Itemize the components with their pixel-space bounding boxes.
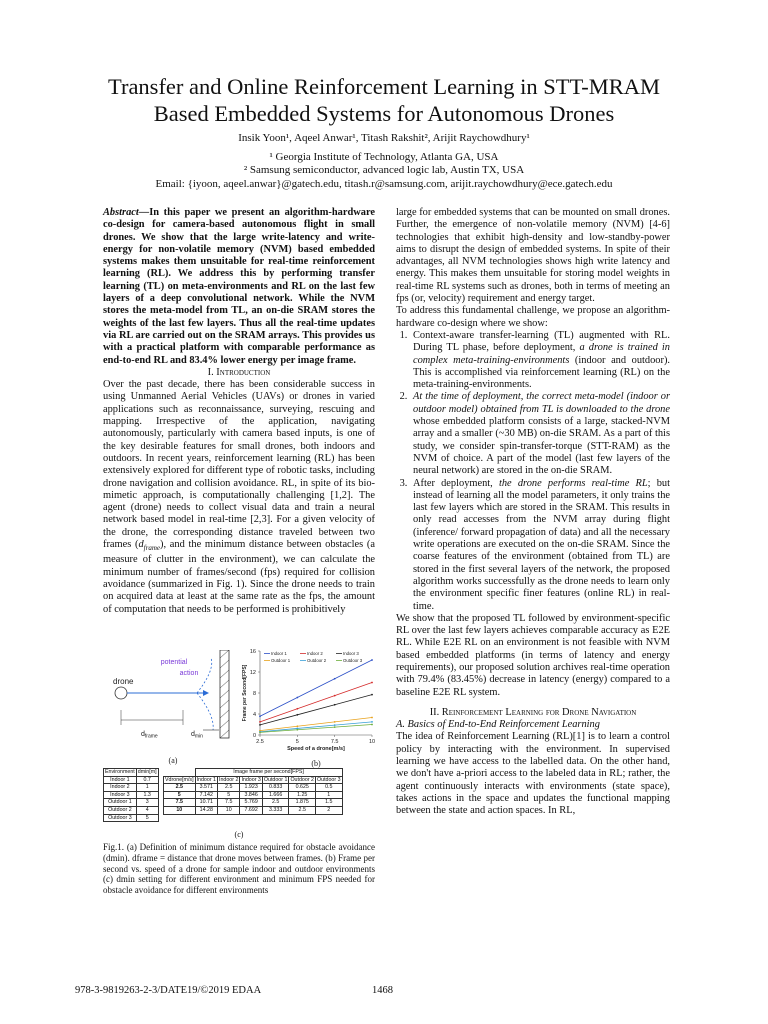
table-cell: 2 xyxy=(316,806,343,814)
legend-label: Outdoor 1 xyxy=(271,658,291,663)
series-point xyxy=(296,725,298,727)
right-paragraph-3: We show that the proposed TL followed by environment-specific RL over the last few layers achieves comparable accuracy as E2E RL. While E2E RL on an environment is not feasible with NVM based embedded platforms (in terms of latency and energy requirements), our proposed solution archives real-time operation with 79.4% (83.45%) decrease in latency (energy) compared to a baseline E2E RL system. xyxy=(396,612,670,698)
table-cell: 5.769 xyxy=(240,799,262,807)
paper-title-line-2: Based Embedded Systems for Autonomous Drones xyxy=(153,101,615,126)
fps-table-container xyxy=(163,768,343,815)
table-header-row xyxy=(104,769,159,777)
table-row xyxy=(104,791,159,799)
abstract-text: In this paper we present an algorithm-hardware co-design for camera-based autonomous flight in small drones. We show that the large write-latency and write-energy for non-volatile memory (NVM) based embedded systems makes them unsuitable for real-time reinforcement learning (RL). We address this by performing transfer learning (TL) on meta-environments and RL on the last few layers of a deep convolutional network. While the NVM stores the meta-model from TL, an on-die SRAM stores the weights of the last few layers. Thus all the real-time updates via RL are carried out on the SRAM arrays. This provides us with a practical platform with comparable performance as end-to-end RL and 83.4% lower energy per image frame. xyxy=(103,207,375,366)
series-point xyxy=(296,714,298,716)
section-2-heading: II. Reinforcement Learning for Drone Navigation xyxy=(429,706,637,718)
table-row xyxy=(164,784,343,792)
series-line-indoor-3 xyxy=(260,695,372,725)
paper-title-line-1: Transfer and Online Reinforcement Learning in STT-MRAM xyxy=(108,74,660,99)
table-header-cell: Indoor 3 xyxy=(241,776,261,783)
dframe-label: $d_{frame}$ xyxy=(141,731,158,740)
table-cell: 10 xyxy=(218,806,240,814)
table-header-cell: Vdrone[m/s] xyxy=(165,776,194,783)
table-cell: 2.5 xyxy=(262,799,289,807)
table-cell: 3.846 xyxy=(240,791,262,799)
table-cell: 1.25 xyxy=(289,791,316,799)
table-cell: 5 xyxy=(136,814,158,822)
figure-1a-diagram xyxy=(103,650,243,765)
dmin-label: $d_{min}$ xyxy=(191,731,203,740)
series-point xyxy=(259,715,261,717)
series-point xyxy=(296,708,298,710)
y-axis-label: Frame per Second[FPS] xyxy=(242,664,248,722)
table-header-cell: Indoor 1 xyxy=(196,776,216,783)
table-cell: 2.5 xyxy=(164,784,196,792)
intro-text-b: ), and the minimum distance between obstacles (a measure of clutter in the environment), we can calculate the minimum number of frames/second (fps) required for collision avoidance (summarized in Fig. 1). Since the drone needs to train on acquired data at least at the same rate as the fps, the amount of computation that needs to be performed is prohibitively xyxy=(103,539,376,615)
legend-label: Outdoor 3 xyxy=(343,658,363,663)
table-cell: 0.5 xyxy=(316,784,343,792)
series-point xyxy=(371,717,373,719)
right-paragraph-2: To address this fundamental challenge, we propose an algorithm-hardware co-design where we show: xyxy=(396,305,670,329)
arrowhead-icon xyxy=(203,690,209,696)
x-tick-label: 5 xyxy=(295,739,299,745)
series-point xyxy=(334,721,336,723)
potential-label-1: potential xyxy=(160,659,188,666)
table-row xyxy=(164,799,343,807)
table-cell: 1.666 xyxy=(262,791,289,799)
table-row xyxy=(104,784,159,792)
section-1-heading: I. Introduction xyxy=(207,366,271,378)
author-list: Insik Yoon¹, Aqeel Anwar¹, Titash Rakshit², Arijit Raychowdhury¹ xyxy=(238,132,530,144)
table-cell: 5 xyxy=(164,791,196,799)
table-super-header: Image frame per second[FPS] xyxy=(195,769,342,777)
figure-1c-label: (c) xyxy=(234,830,244,839)
table-cell: 7.142 xyxy=(195,791,217,799)
legend-label: Indoor 2 xyxy=(307,651,323,656)
contribution-item-1: 1. Context-aware transfer-learning (TL) augmented with RL. During TL phase, before deployment, a drone is trained in complex meta-training-environments (indoor and outdoor). This is accomplished via reinforcement learning (RL) on the meta-training-environments. xyxy=(410,330,670,391)
table-cell: 7.5 xyxy=(218,799,240,807)
table-cell: 5 xyxy=(218,791,240,799)
table-cell: 7.5 xyxy=(164,799,196,807)
y-tick-label: 16 xyxy=(249,649,256,655)
abstract-label: Abstract— xyxy=(103,207,150,218)
subsection-a-heading: A. Basics of End-to-End Reinforcement Learning xyxy=(396,719,600,731)
table-cell: Outdoor 2 xyxy=(104,806,137,814)
series-point xyxy=(296,697,298,699)
series-point xyxy=(371,694,373,696)
table-cell: 1.923 xyxy=(240,784,262,792)
series-point xyxy=(371,682,373,684)
affiliation-1: ¹ Georgia Institute of Technology, Atlanta GA, USA xyxy=(269,151,499,163)
abstract xyxy=(103,207,375,367)
table-cell: 0.625 xyxy=(289,784,316,792)
left-column xyxy=(103,207,375,616)
table-cell: 0.833 xyxy=(262,784,289,792)
table-header-cell: Indoor 2 xyxy=(219,776,239,783)
table-cell: 1.875 xyxy=(289,799,316,807)
table-cell: Outdoor 1 xyxy=(104,799,137,807)
legend-label: Indoor 3 xyxy=(343,651,359,656)
y-tick-label: 0 xyxy=(252,733,256,739)
table-row xyxy=(104,814,159,822)
dframe-symbol: $d_{frame}$ xyxy=(138,539,160,553)
contribution-list xyxy=(396,330,670,613)
series-point xyxy=(334,695,336,697)
potential-label-2: action xyxy=(179,670,199,677)
right-paragraph-4: The idea of Reinforcement Learning (RL)[1] is to learn a control policy by interacting with the environment. In supervised learning we have access to the labelled data. On the other hand, we don't have a-priori access to the labeled data in RL; rather, the agent continuously interacts with environments (state space), takes actions in the space and updates the functional mapping between the state and action spaces. In RL, xyxy=(396,731,670,817)
series-point xyxy=(334,678,336,680)
y-tick-label: 4 xyxy=(252,712,256,718)
table-cell: Outdoor 3 xyxy=(104,814,137,822)
table-super-header-row xyxy=(164,769,343,777)
table-cell: 7.692 xyxy=(240,806,262,814)
table-cell: 1.3 xyxy=(136,791,158,799)
table-cell: Indoor 3 xyxy=(104,791,137,799)
right-paragraph-1: large for embedded systems that can be mounted on small drones. Further, the emergence of non-volatile memory (NVM) [4-6] technologies that exhibit high-density and low-standby-power aims to disrupt the design of embedded systems. In spite of their advantages, all NVM technologies shows high write latency and energy. This makes them unsuitable for storing model weights in real-time RL systems such as drones, both in terms of meeting an fps (or, velocity) requirement and energy target. xyxy=(396,207,670,305)
table-row xyxy=(104,806,159,814)
contribution-item-2: 2. At the time of deployment, the correct meta-model (indoor or outdoor model) obtained from TL is downloaded to the drone whose embedded platform consists of a large, stacked-NVM array and a smaller (~30 MB) on-die SRAM. As a part of this study, we consider spin-transfer-torque (STT-RAM) as the NVM of choice. A part of the model (last few layers of the neural network) are stored in the on-die SRAM. xyxy=(410,391,670,477)
series-point xyxy=(334,726,336,728)
table-cell: 3.571 xyxy=(195,784,217,792)
legend-label: Indoor 1 xyxy=(271,651,287,656)
intro-text-a: Over the past decade, there has been considerable success in using Unmanned Aerial Vehicles (UAVs) or drones in varied applications such as reconnaissance, surveying, rescuing and mapping. Irrespective of the application, navigating autonomously, particularly with camera based inputs, is one of the key desirable features for small drones, both indoors and outdoors. In recent years, reinforcement learning (RL) has been extensively explored for different type of robotic tasks, including drone navigation and collision avoidance. RL, in spite of its bio-mimetic approach, is computationally challenging [1,2]. The agent (drone) needs to collect visual data and train a neural network based model in real-time [2,3]. For a given velocity of the drone, the corresponding distance traveled between two frames ( xyxy=(103,379,375,551)
table-cell: 10.71 xyxy=(195,799,217,807)
x-tick-label: 10 xyxy=(368,739,376,745)
table-cell: 2.5 xyxy=(289,806,316,814)
table-cell: 1 xyxy=(136,784,158,792)
series-point xyxy=(371,721,373,723)
series-point xyxy=(259,721,261,723)
table-row xyxy=(104,776,159,784)
series-point xyxy=(334,724,336,726)
legend-label: Outdoor 2 xyxy=(307,658,327,663)
table-cell: 0.7 xyxy=(136,776,158,784)
y-tick-label: 8 xyxy=(252,691,256,697)
affiliation-2: ² Samsung semiconductor, advanced logic lab, Austin TX, USA xyxy=(243,164,525,176)
x-tick-label: 7.5 xyxy=(330,739,339,745)
table-cell: 2.5 xyxy=(218,784,240,792)
series-point xyxy=(296,729,298,731)
contribution-item-3: 3. After deployment, the drone performs real-time RL; but instead of learning all the model parameters, it only trains the last few layers which are stored in the SRAM. This results in only read accesses from the NVM array during flight (inference/ forward propagation of data) and all the necessary write operations are executed on the on-die SRAM. Since the coarse features of the environment (obtained from TL) are stored in the first several layers of the network, the proposed algorithm works successfully as the drone needs to learn only the environment specific finer features (online RL) in real-time. xyxy=(410,478,670,613)
figure-1-caption: Fig.1. (a) Definition of minimum distance required for obstacle avoidance (dmin). dframe = distance that drone moves between frames. (b) Frame per second vs. speed of a drone for sample indoor and outdoor environments (c) dmin setting for different environment and minimum FPS needed for obstacle avoidance for different environments xyxy=(103,842,375,896)
table-header-cell: Environment xyxy=(105,769,135,775)
drone-icon xyxy=(115,687,127,699)
table-header-row xyxy=(164,776,343,784)
figure-1a-label: (a) xyxy=(168,756,178,765)
fps-chart xyxy=(240,645,377,768)
table-header-cell: Outdoor 2 xyxy=(290,776,314,783)
table-cell: 14.28 xyxy=(195,806,217,814)
table-header-cell: Outdoor 1 xyxy=(263,776,288,783)
series-point xyxy=(371,659,373,661)
email-line: Email: {iyoon, aqeel.anwar}@gatech.edu, titash.r@samsung.com, arijit.raychowdhury@ece.gatech.edu xyxy=(155,178,613,190)
env-table-container xyxy=(103,768,159,822)
table-cell: Indoor 2 xyxy=(104,784,137,792)
figure-1b-label: (b) xyxy=(311,759,321,768)
table-cell: 3 xyxy=(136,799,158,807)
table-cell: Indoor 1 xyxy=(104,776,137,784)
page-number: 1468 xyxy=(372,985,393,996)
fps-table xyxy=(163,768,343,815)
table-row xyxy=(164,806,343,814)
series-point xyxy=(371,724,373,726)
footer-isbn: 978-3-9819263-2-3/DATE19/©2019 EDAA xyxy=(75,985,262,996)
table-header-cell: Outdoor 3 xyxy=(317,776,341,783)
table-cell: 10 xyxy=(164,806,196,814)
x-axis-label: Speed of a drone[m/s] xyxy=(287,746,345,752)
series-line-outdoor-2 xyxy=(260,722,372,732)
series-point xyxy=(259,724,261,726)
table-cell: 3.333 xyxy=(262,806,289,814)
table-cell: 4 xyxy=(136,806,158,814)
env-table xyxy=(103,768,159,822)
table-cell: 1 xyxy=(316,791,343,799)
x-tick-label: 2.5 xyxy=(256,739,264,745)
right-column xyxy=(396,207,670,818)
series-point xyxy=(259,731,261,733)
table-header-cell: dmin[m] xyxy=(137,769,157,775)
potential-path-down xyxy=(197,693,213,730)
series-point xyxy=(334,704,336,706)
drone-label: drone xyxy=(113,677,134,686)
potential-path-up xyxy=(197,658,212,693)
table-cell: 1.5 xyxy=(316,799,343,807)
table-row xyxy=(104,799,159,807)
y-tick-label: 12 xyxy=(249,670,256,676)
intro-paragraph xyxy=(103,379,375,616)
table-row xyxy=(164,791,343,799)
